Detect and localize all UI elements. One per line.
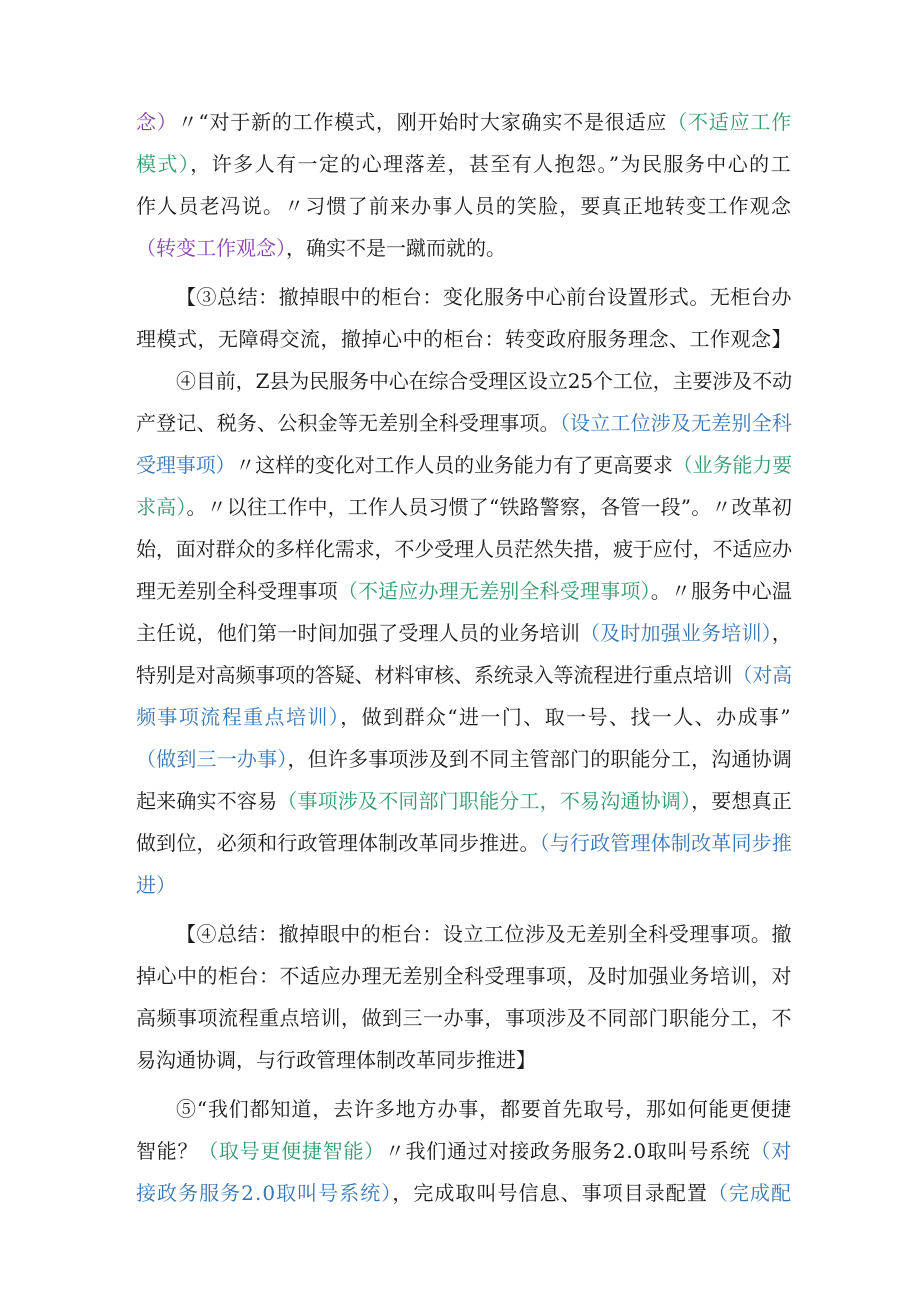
annotation-text: 模式）: [136, 152, 191, 176]
annotation-text: （事项涉及不同部门职能分工，不易沟通协调）: [277, 789, 692, 813]
annotation-text: （及时加强业务培训）: [580, 621, 772, 645]
body-text-span: 特别是对高频事项的答疑、材料审核、系统录入等流程进行重点培训: [136, 663, 733, 687]
annotation-text: （对高: [732, 663, 793, 687]
body-text-span: 主任说，他们第一时间加强了受理人员的业务培训: [136, 621, 580, 645]
annotation-text: （做到三一办事）: [136, 747, 288, 771]
annotation-text: （对: [750, 1139, 793, 1163]
body-text-span: ④目前，Z县为民服务中心在综合受理区设立25个工位，主要涉及不动: [176, 369, 792, 393]
annotation-text: （业务能力要: [672, 453, 793, 477]
annotation-text: （转变工作观念）: [136, 236, 286, 260]
annotation-text: 念）: [136, 110, 178, 134]
body-text-span: ，确实不是一蹴而就的。: [286, 236, 506, 260]
annotation-text: 接政务服务2.0取叫号系统）: [136, 1181, 393, 1205]
annotation-text: （设立工位涉及无差别全科: [559, 411, 793, 435]
body-text-span: 产登记、税务、公积金等无差别全科受理事项。: [136, 411, 560, 435]
body-text-span: ，做到群众“进一门、取一号、找一人、办成事”: [340, 705, 792, 729]
body-text-span: 〃这样的变化对工作人员的业务能力有了更高要求: [235, 453, 673, 477]
body-text-span: 【④总结：撤掉眼中的柜台：设立工位涉及无差别全科受理事项。撤: [176, 922, 792, 946]
body-text-span: 始，面对群众的多样化需求，不少受理人员茫然失措，疲于应付，不适应办: [136, 537, 792, 561]
body-text-span: ，许多人有一定的心理落差，甚至有人抱怨。”为民服务中心的工: [190, 152, 792, 176]
body-text-span: 。〃服务中心温: [650, 579, 793, 603]
body-text-span: 起来确实不容易: [136, 789, 278, 813]
body-text-span: 【③总结：撤掉眼中的柜台：变化服务中心前台设置形式。无柜台办: [176, 285, 792, 309]
annotation-text: 受理事项）: [136, 453, 236, 477]
body-text-span: 作人员老冯说。〃习惯了前来办事人员的笑脸，要真正地转变工作观念: [136, 194, 792, 218]
body-text-span: ，: [771, 621, 793, 645]
annotation-text: 求高）: [136, 495, 187, 519]
annotation-text: （与行政管理体制改革同步推: [539, 831, 793, 855]
annotation-text: （完成配: [707, 1181, 793, 1205]
annotation-text: （取号更便捷智能）: [198, 1139, 385, 1163]
body-text-span: 掉心中的柜台：不适应办理无差别全科受理事项，及时加强业务培训，对: [136, 964, 792, 988]
body-text-span: 〃我们通过对接政务服务2.0取叫号系统: [384, 1139, 751, 1163]
body-text-span: ⑤“我们都知道，去许多地方办事，都要首先取号，那如何能更便捷: [176, 1097, 792, 1121]
body-text-span: ，要想真正: [691, 789, 793, 813]
body-text-span: 。〃以往工作中，工作人员习惯了“铁路警察，各管一段”。〃改革初: [186, 495, 793, 519]
body-text-span: 做到位，必须和行政管理体制改革同步推进。: [136, 831, 540, 855]
body-text-span: 〃“对于新的工作模式，刚开始时大家确实不是很适应: [177, 110, 668, 134]
body-text-span: 易沟通协调，与行政管理体制改革同步推进】: [136, 1048, 536, 1072]
annotation-text: 进）: [136, 873, 176, 897]
annotation-text: （不适应工作: [667, 110, 793, 134]
body-text-span: ，完成取叫号信息、事项目录配置: [392, 1181, 708, 1205]
body-text-span: ，但许多事项涉及到不同主管部门的职能分工，沟通协调: [287, 747, 793, 771]
annotation-text: （不适应办理无差别全科受理事项）: [337, 579, 651, 603]
body-text-span: 智能？: [136, 1139, 199, 1163]
body-text-span: 高频事项流程重点培训，做到三一办事，事项涉及不同部门职能分工，不: [136, 1006, 792, 1030]
body-text-span: 理模式，无障碍交流，撤掉心中的柜台：转变政府服务理念、工作观念】: [136, 327, 792, 351]
annotation-text: 频事项流程重点培训）: [136, 705, 341, 729]
body-text-span: 理无差别全科受理事项: [136, 579, 338, 603]
